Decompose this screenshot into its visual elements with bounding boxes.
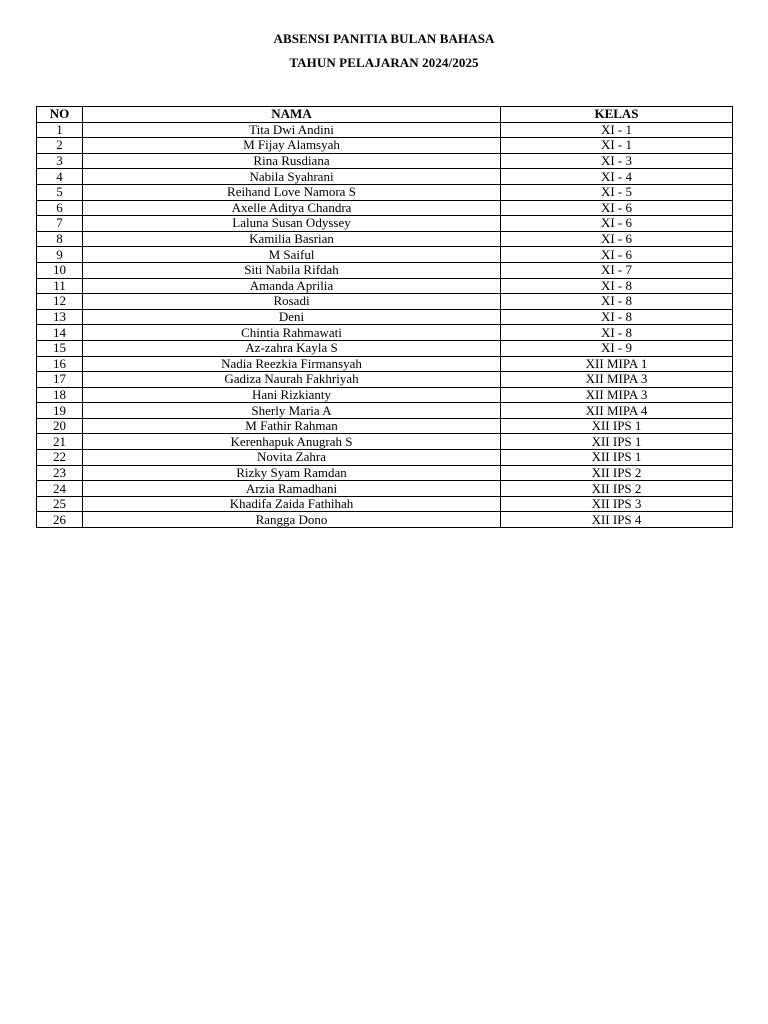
cell-kelas: XI - 6 [501,216,733,232]
cell-kelas: XI - 6 [501,231,733,247]
table-row [37,387,733,403]
table-row [37,418,733,434]
table-row [37,356,733,372]
header-nama: NAMA [83,107,501,123]
cell-no: 23 [37,465,83,481]
table-row [37,481,733,497]
cell-nama: M Saiful [83,247,501,263]
cell-kelas: XI - 8 [501,294,733,310]
cell-kelas: XII MIPA 4 [501,403,733,419]
cell-kelas: XII IPS 2 [501,481,733,497]
table-row [37,450,733,466]
cell-no: 3 [37,153,83,169]
table-row [37,278,733,294]
cell-kelas: XI - 8 [501,278,733,294]
table-row [37,216,733,232]
cell-nama: Deni [83,309,501,325]
table-row [37,231,733,247]
cell-no: 13 [37,309,83,325]
document-title: ABSENSI PANITIA BULAN BAHASA [273,31,495,46]
cell-kelas: XI - 1 [501,138,733,154]
cell-kelas: XII IPS 3 [501,496,733,512]
cell-no: 15 [37,340,83,356]
header-row [37,107,733,123]
table-row [37,465,733,481]
cell-kelas: XI - 4 [501,169,733,185]
cell-nama: Hani Rizkianty [83,387,501,403]
cell-no: 10 [37,262,83,278]
cell-nama: Amanda Aprilia [83,278,501,294]
cell-nama: Kerenhapuk Anugrah S [83,434,501,450]
cell-nama: Az-zahra Kayla S [83,340,501,356]
cell-kelas: XI - 8 [501,325,733,341]
cell-kelas: XII MIPA 3 [501,387,733,403]
cell-kelas: XII MIPA 3 [501,372,733,388]
cell-no: 21 [37,434,83,450]
cell-no: 24 [37,481,83,497]
cell-no: 6 [37,200,83,216]
cell-nama: Siti Nabila Rifdah [83,262,501,278]
cell-no: 14 [37,325,83,341]
cell-nama: Nadia Reezkia Firmansyah [83,356,501,372]
cell-no: 22 [37,450,83,466]
table-row [37,200,733,216]
cell-kelas: XII IPS 1 [501,450,733,466]
cell-no: 8 [37,231,83,247]
cell-nama: Novita Zahra [83,450,501,466]
table-row [37,309,733,325]
cell-nama: Laluna Susan Odyssey [83,216,501,232]
cell-no: 16 [37,356,83,372]
cell-no: 5 [37,184,83,200]
attendance-table [36,106,733,528]
cell-no: 25 [37,496,83,512]
table-row [37,325,733,341]
cell-nama: M Fathir Rahman [83,418,501,434]
cell-no: 20 [37,418,83,434]
cell-nama: Nabila Syahrani [83,169,501,185]
cell-no: 11 [37,278,83,294]
table-row [37,340,733,356]
cell-kelas: XII IPS 4 [501,512,733,528]
cell-no: 4 [37,169,83,185]
table-row [37,512,733,528]
cell-nama: Gadiza Naurah Fakhriyah [83,372,501,388]
cell-no: 12 [37,294,83,310]
cell-nama: M Fijay Alamsyah [83,138,501,154]
cell-kelas: XI - 6 [501,247,733,263]
cell-no: 2 [37,138,83,154]
cell-no: 9 [37,247,83,263]
cell-no: 1 [37,122,83,138]
table-row [37,372,733,388]
cell-no: 26 [37,512,83,528]
table-row [37,153,733,169]
cell-no: 18 [37,387,83,403]
cell-kelas: XI - 6 [501,200,733,216]
table-row [37,434,733,450]
table-body [37,122,733,527]
document-subtitle: TAHUN PELAJARAN 2024/2025 [289,55,479,70]
table-row [37,294,733,310]
cell-nama: Rina Rusdiana [83,153,501,169]
cell-no: 19 [37,403,83,419]
header-kelas: KELAS [501,107,733,123]
table-row [37,138,733,154]
table-row [37,247,733,263]
cell-nama: Rizky Syam Ramdan [83,465,501,481]
cell-no: 17 [37,372,83,388]
cell-nama: Axelle Aditya Chandra [83,200,501,216]
cell-kelas: XII IPS 1 [501,434,733,450]
cell-nama: Kamilia Basrian [83,231,501,247]
cell-kelas: XII MIPA 1 [501,356,733,372]
cell-nama: Rangga Dono [83,512,501,528]
table-row [37,122,733,138]
cell-no: 7 [37,216,83,232]
cell-kelas: XII IPS 1 [501,418,733,434]
cell-nama: Tita Dwi Andini [83,122,501,138]
table-row [37,262,733,278]
cell-kelas: XI - 8 [501,309,733,325]
header-no: NO [37,107,83,123]
table-row [37,496,733,512]
cell-kelas: XI - 9 [501,340,733,356]
cell-kelas: XI - 7 [501,262,733,278]
cell-kelas: XII IPS 2 [501,465,733,481]
cell-nama: Sherly Maria A [83,403,501,419]
cell-kelas: XI - 5 [501,184,733,200]
cell-nama: Chintia Rahmawati [83,325,501,341]
cell-nama: Arzia Ramadhani [83,481,501,497]
cell-nama: Rosadi [83,294,501,310]
table-row [37,403,733,419]
cell-nama: Reihand Love Namora S [83,184,501,200]
table-row [37,169,733,185]
cell-kelas: XI - 1 [501,122,733,138]
cell-kelas: XI - 3 [501,153,733,169]
cell-nama: Khadifa Zaida Fathihah [83,496,501,512]
table-header [37,107,733,123]
table-row [37,184,733,200]
